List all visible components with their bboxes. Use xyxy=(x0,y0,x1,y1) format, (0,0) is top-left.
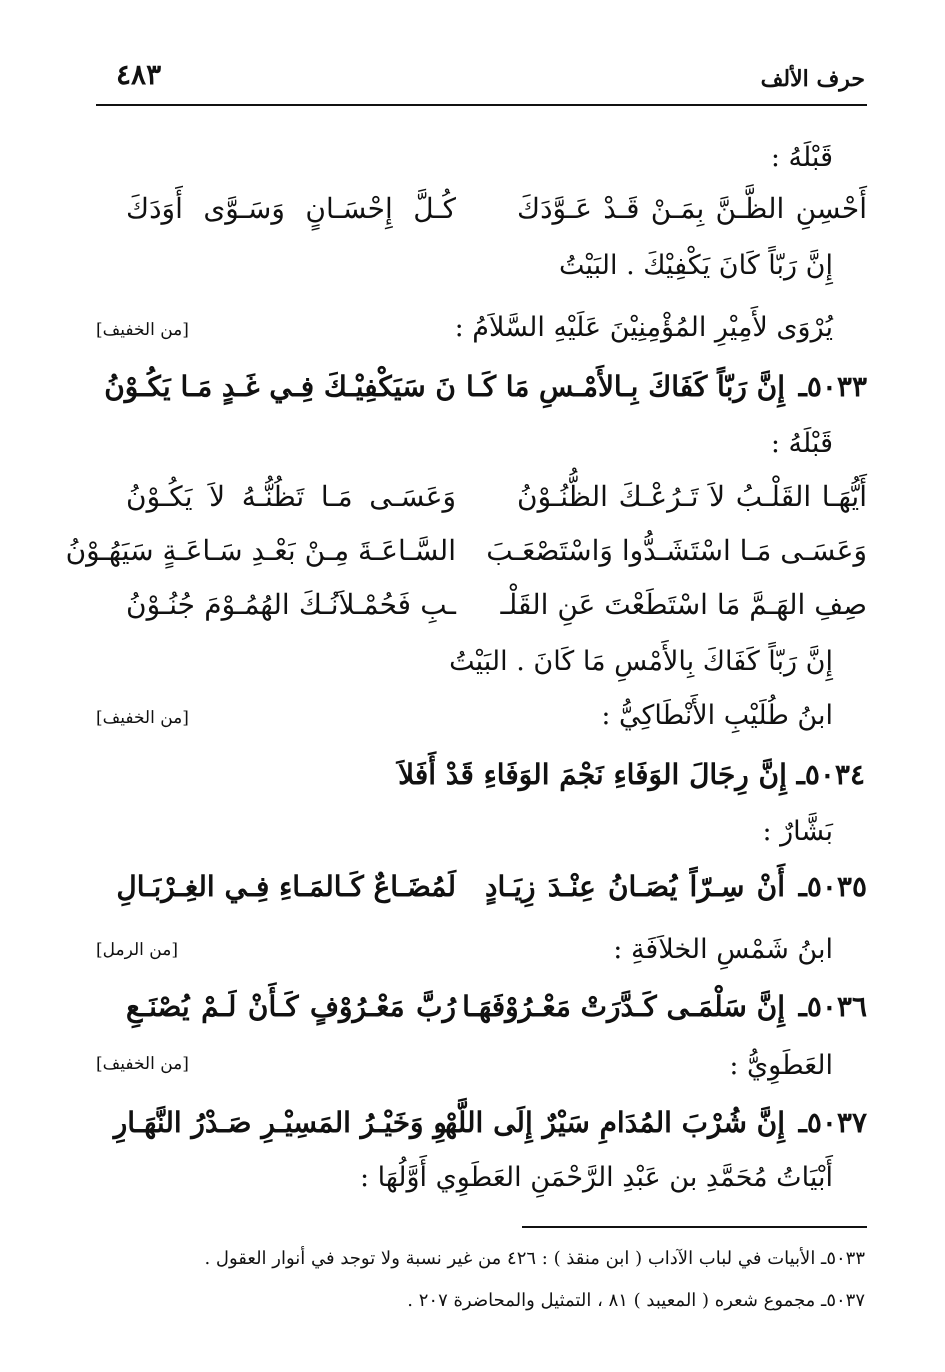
header-divider xyxy=(96,104,867,106)
qablahu-label-1: قَبْلَهُ : xyxy=(770,142,833,173)
verse-5034-text: إِنَّ رِجَالَ الوَفَاءِ نَجْمَ الوَفَاءِ قَدْ أَفَلاَ xyxy=(398,758,787,791)
verse-5033-second-hemistich: نَ سَيَكْفِيْـكَ فِـي غَـدٍ مَـا يَكُـوْنُ xyxy=(104,370,456,403)
verse-5036-second-hemistich: رُبَّ مَعْـرُوْفٍ كَـأَنْ لَـمْ يُصْنَـعِ xyxy=(126,990,456,1023)
meter-label-4: [من الرمل] xyxy=(96,940,178,960)
verse-tail-1: إِنَّ رَبّاً كَانَ يَكْفِيْكَ . البَيْتُ xyxy=(558,250,833,281)
verse-number-5034: ٥٠٣٤ـ xyxy=(796,758,865,791)
verse-number-5033: ٥٠٣٣ـ xyxy=(798,370,867,403)
verse-tail-2: إِنَّ رَبّاً كَفَاكَ بِالأَمْسِ مَا كَانَ . البَيْتُ xyxy=(449,646,833,677)
verse-b2-second-hemistich: السَّـاعَـةَ مِـنْ بَعْـدِ سَـاعَـةٍ سَيَهُـوْنُ xyxy=(65,534,456,567)
verse-b3-second-hemistich: ـبِ فَحُمْـلاَنُـكَ الهُمُـوْمَ جُنُـوْنُ xyxy=(126,588,456,621)
footnote-5033: ٥٠٣٣ـ الأبيات في لباب الآداب ( ابن منقذ ) : ٤٢٦ من غير نسبة ولا توجد في أنوار العقول . xyxy=(204,1248,865,1269)
verse-b1-second-hemistich: وَعَسَـى مَـا تَظُنُّـهُ لاَ يَكُـوْنُ xyxy=(126,480,456,513)
verse-a-second-hemistich: كُـلَّ إِحْسَـانٍ وَسَـوَّى أَوَدَكَ xyxy=(126,192,456,225)
verse-number-5035: ٥٠٣٥ـ xyxy=(798,870,867,903)
verse-number-5037: ٥٠٣٧ـ xyxy=(798,1106,867,1139)
verse-5033-first-hemistich: إِنَّ رَبّاً كَفَاكَ بِـالأَمْـسِ مَا كَـا xyxy=(465,370,785,403)
page-number: ٤٨٣ xyxy=(116,58,162,91)
meter-label-2: [من الخفيف] xyxy=(96,708,189,728)
verse-5037-first-hemistich: إِنَّ شُرْبَ المُدَامِ سَيْرٌ إِلَى اللَّهْـ xyxy=(436,1106,785,1139)
attribution-6: أَبْيَاتُ مُحَمَّدِ بن عَبْدِ الرَّحْمَنِ العَطَوِي أَوَّلُهَا : xyxy=(359,1162,833,1193)
footnote-5037: ٥٠٣٧ـ مجموع شعره ( المعيبد ) ٨١ ، التمثيل والمحاضرة ٢٠٧ . xyxy=(407,1290,865,1311)
footnote-divider xyxy=(522,1226,867,1228)
verse-number-5036: ٥٠٣٦ـ xyxy=(798,990,867,1023)
verse-5035-first-hemistich: أَنْ سِـرّاً يُصَـانُ عِنْـدَ زِيَـادٍ xyxy=(485,870,785,903)
attribution-4: ابنُ شَمْسِ الخلاَفَةِ : xyxy=(613,934,833,965)
verse-5036-first-hemistich: إِنَّ سَلْمَـى كَـدَّرَتْ مَعْـرُوْفَهَـا xyxy=(462,990,785,1023)
verse-a-first-hemistich: أَحْسِنِ الظَّـنَّ بِمَـنْ قَـدْ عَـوَّدَكَ xyxy=(517,192,867,225)
meter-label-1: [من الخفيف] xyxy=(96,320,189,340)
verse-5034 xyxy=(398,758,865,791)
qablahu-label-2: قَبْلَهُ : xyxy=(770,428,833,459)
meter-label-5: [من الخفيف] xyxy=(96,1054,189,1074)
verse-b1-first-hemistich: أَيُّهَـا القَلْـبُ لاَ تَـرُعْـكَ الظُّنُـوْنُ xyxy=(517,480,867,513)
attribution-2: ابنُ طُلَيْبِ الأَنْطَاكِيُّ : xyxy=(601,700,833,731)
verse-5035-second-hemistich: لَمُضَـاعٌ كَـالمَـاءِ فِـي الغِـرْبَـالِ xyxy=(116,870,456,903)
verse-5037-second-hemistich: ـوِ وَخَيْـرُ المَسِيْـرِ صَـدْرُ النَّهَـارِ xyxy=(113,1106,456,1139)
chapter-title: حرف الألف xyxy=(760,66,865,92)
attribution-3: بَشَّارٌ : xyxy=(762,816,833,847)
attribution-1: يُرْوَى لأَمِيْرِ المُؤْمِنِيْنَ عَلَيْهِ السَّلاَمُ : xyxy=(454,312,833,343)
verse-b3-first-hemistich: صِفِ الهَـمَّ مَا اسْتَطَعْتَ عَنِ القَلْـ xyxy=(500,588,867,621)
verse-b2-first-hemistich: وَعَسَـى مَـا اسْتَشَـدُّوا وَاسْتَصْعَـبَ xyxy=(486,534,867,567)
attribution-5: العَطَوِيُّ : xyxy=(729,1050,833,1081)
